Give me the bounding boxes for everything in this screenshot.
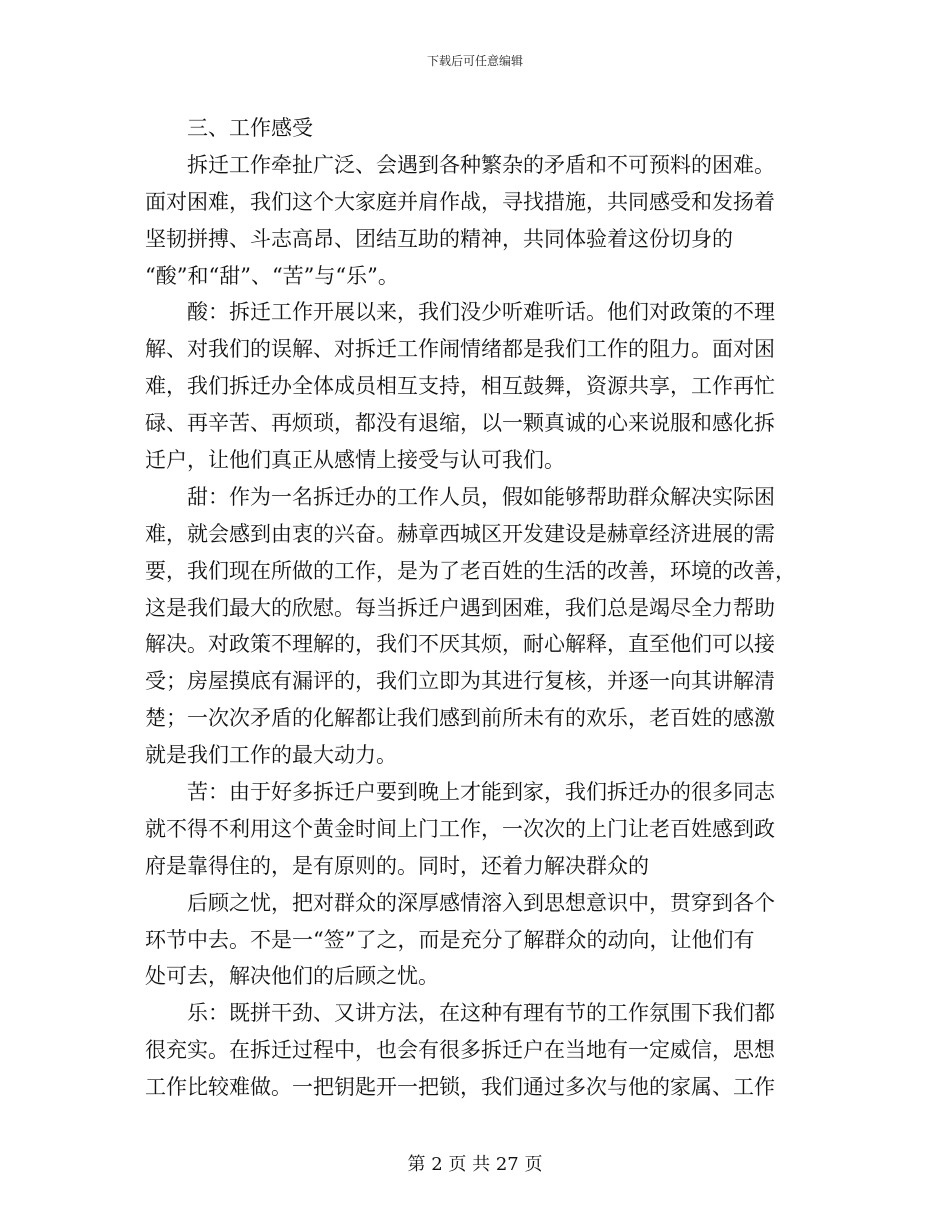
text-line: 难，我们拆迁办全体成员相互支持，相互鼓舞，资源共享，工作再忙: [145, 374, 775, 399]
text-line: “酸”和“甜”、“苦”与“乐”。: [145, 263, 399, 288]
document-body: [145, 110, 805, 1106]
text-line: 工作比较难做。一把钥匙开一把锁，我们通过多次与他的家属、工作: [145, 1075, 775, 1100]
text-line: 酸：拆迁工作开展以来，我们没少听难听话。他们对政策的不理: [187, 300, 775, 325]
text-line: 要，我们现在所做的工作，是为了老百姓的生活的改善，环境的改善，: [145, 558, 796, 583]
text-line: 碌、再辛苦、再烦琐，都没有退缩，以一颗真诚的心来说服和感化拆: [145, 411, 775, 436]
text-line: 这是我们最大的欣慰。每当拆迁户遇到困难，我们总是竭尽全力帮助: [145, 595, 775, 620]
text-line: 坚韧拼搏、斗志高昂、团结互助的精神，共同体验着这份切身的: [145, 226, 733, 251]
text-line: 环节中去。不是一“签”了之，而是充分了解群众的动向，让他们有: [145, 927, 755, 952]
text-line: 面对困难，我们这个大家庭并肩作战，寻找措施，共同感受和发扬着: [145, 189, 775, 214]
text-line: 迁户，让他们真正从感情上接受与认可我们。: [145, 448, 565, 473]
text-line: 很充实。在拆迁过程中，也会有很多拆迁户在当地有一定威信，思想: [145, 1038, 775, 1063]
text-line: 苦：由于好多拆迁户要到晚上才能到家，我们拆迁办的很多同志: [187, 780, 775, 805]
page-footer: 第 2 页 共 27 页: [407, 1154, 543, 1175]
text-line: 难，就会感到由衷的兴奋。赫章西城区开发建设是赫章经济进展的需: [145, 521, 775, 546]
text-line: 楚；一次次矛盾的化解都让我们感到前所未有的欢乐，老百姓的感激: [145, 706, 775, 731]
text-line: 就是我们工作的最大动力。: [145, 743, 397, 768]
text-line: 处可去，解决他们的后顾之忧。: [145, 964, 439, 989]
text-line: 拆迁工作牵扯广泛、会遇到各种繁杂的矛盾和不可预料的困难。: [187, 152, 775, 177]
page-header: 下载后可任意编辑: [426, 54, 523, 68]
text-line: 就不得不利用这个黄金时间上门工作，一次次的上门让老百姓感到政: [145, 816, 775, 841]
text-line: 解、对我们的误解、对拆迁工作闹情绪都是我们工作的阻力。面对困: [145, 337, 775, 362]
text-line: 乐：既拼干劲、又讲方法，在这种有理有节的工作氛围下我们都: [187, 1001, 775, 1026]
section-heading: 三、工作感受: [187, 116, 313, 140]
text-line: 府是靠得住的，是有原则的。同时，还着力解决群众的: [145, 853, 649, 878]
text-line: 受；房屋摸底有漏评的，我们立即为其进行复核，并逐一向其讲解清: [145, 669, 775, 694]
text-line: 解决。对政策不理解的，我们不厌其烦，耐心解释，直至他们可以接: [145, 632, 775, 657]
text-line: 后顾之忧，把对群众的深厚感情溶入到思想意识中，贯穿到各个: [187, 890, 775, 915]
text-line: 甜：作为一名拆迁办的工作人员，假如能够帮助群众解决实际困: [187, 484, 775, 509]
